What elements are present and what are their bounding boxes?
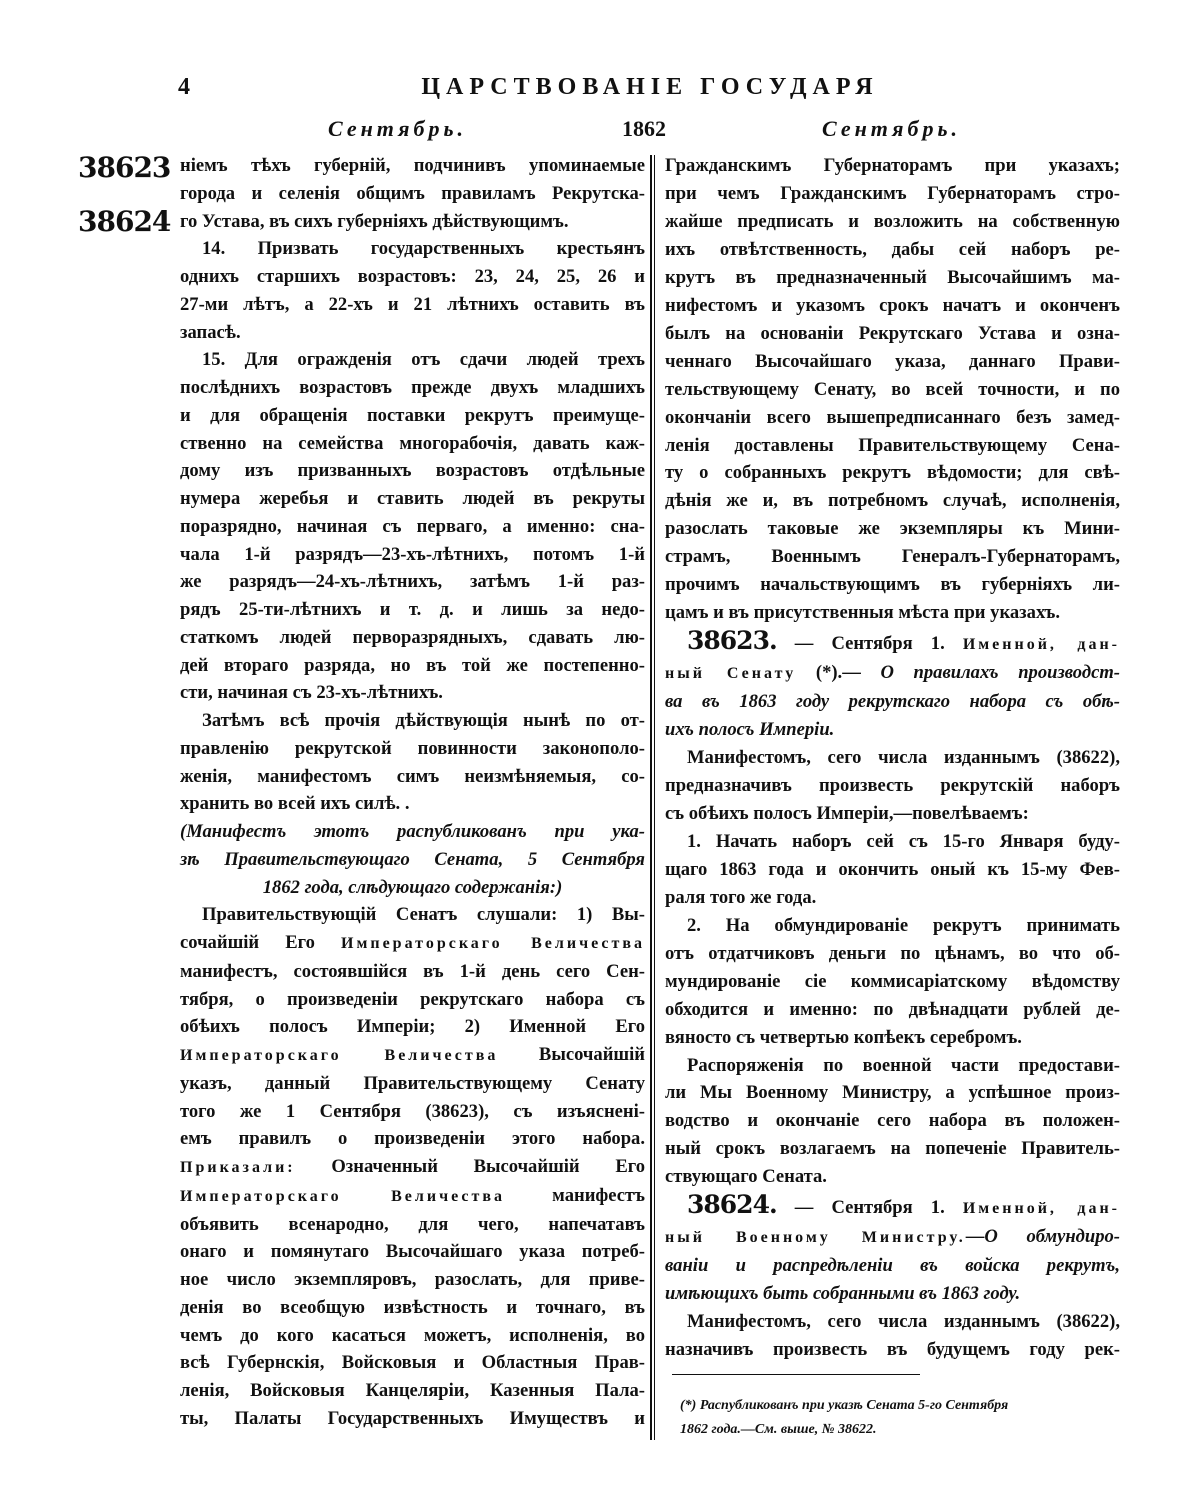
text-segment: Именной, дан- — [962, 636, 1120, 654]
text-segment: ствующаго Сената. — [665, 1166, 827, 1188]
text-segment: женія, манифестомъ симъ неизмѣняемыя, со- — [180, 765, 645, 787]
text-line — [180, 346, 645, 374]
text-segment: ный Военному Министру. — [665, 1229, 966, 1247]
text-line — [665, 459, 1120, 487]
text-line — [180, 763, 645, 791]
text-line — [180, 208, 645, 236]
footnote-line: 1862 года.—См. выше, № 38622. — [680, 1422, 877, 1437]
text-segment: ніемъ тѣхъ губерній, подчинивъ упоминаемые — [180, 155, 645, 176]
text-segment: Императорскаго Величества — [180, 1187, 506, 1205]
text-line — [665, 180, 1120, 208]
text-segment: рядъ 25-ти-лѣтнихъ и т. д. и лишь за недо- — [180, 599, 645, 620]
text-line — [180, 430, 645, 458]
text-line — [665, 571, 1120, 599]
text-line — [180, 263, 645, 291]
text-segment: вяносто съ четвертью копѣекъ серебромъ. — [665, 1026, 1022, 1048]
text-segment: тября, о произведеніи рекрутскаго набора съ — [180, 988, 645, 1010]
text-segment: раля того же года. — [665, 886, 817, 908]
text-segment: Именной, дан- — [962, 1200, 1120, 1218]
text-segment: и для обращенія поставки рекрутъ преимуще- — [180, 404, 645, 426]
text-segment: (Манифестъ этотъ распубликованъ при ука- — [180, 821, 645, 842]
text-line — [665, 348, 1120, 376]
text-segment: Означенный Высочайшій Его — [295, 1156, 645, 1177]
text-line — [180, 568, 645, 596]
text-line — [180, 790, 645, 818]
text-line — [665, 1308, 1120, 1336]
text-segment: — Сентября 1. — [776, 1197, 963, 1219]
text-line — [665, 515, 1120, 543]
text-segment: чемъ до кого касаться можетъ, исполненія, во — [180, 1324, 645, 1346]
margin-number: 38624 — [78, 205, 171, 238]
text-segment: (*).— — [796, 662, 881, 684]
text-line — [665, 1052, 1120, 1080]
text-segment: денія во всеобщую извѣстность и точнаго, въ — [180, 1296, 645, 1318]
text-segment: мундированіе сіе коммисаріатскому вѣдомству — [665, 970, 1120, 992]
text-line — [180, 846, 645, 874]
text-segment: жайше предписать и возложить на собственную — [665, 210, 1120, 232]
text-line — [665, 659, 1120, 688]
text-line — [665, 996, 1120, 1024]
text-segment: — — [965, 1226, 985, 1248]
text-segment: отъ отдатчиковъ деньги по цѣнамъ, во что об- — [665, 942, 1120, 964]
act-number: 38624. — [687, 1190, 777, 1220]
text-line — [665, 1079, 1120, 1107]
text-line — [180, 679, 645, 707]
text-line — [665, 800, 1120, 828]
text-segment: зѣ Правительствующаго Сената, 5 Сентября — [180, 848, 645, 870]
text-segment: ленія доставлены Правительствующему Сена- — [665, 434, 1120, 456]
text-segment: запасѣ. — [180, 321, 241, 343]
footnote-line: (*) Распубликованъ при указѣ Сената 5-го Сентября — [680, 1398, 1009, 1413]
text-line — [665, 1223, 1120, 1252]
text-line — [180, 513, 645, 541]
text-segment: дей втораго разряда, но въ той же постепенно- — [180, 654, 645, 676]
text-segment: предназначивъ произвесть рекрутскій наборъ — [665, 774, 1120, 796]
footnote — [680, 1394, 1120, 1442]
text-segment: Гражданскимъ Губернаторамъ при указахъ; — [665, 155, 1120, 176]
text-line — [665, 884, 1120, 912]
running-title: ЦАРСТВОВАНІЕ ГОСУДАРЯ — [421, 74, 879, 100]
text-line — [180, 485, 645, 513]
text-segment: же разрядъ—24-хъ-лѣтнихъ, затѣмъ 1-й раз- — [180, 571, 645, 593]
text-segment: нифестомъ и указомъ срокъ начатъ и оконченъ — [665, 294, 1120, 316]
text-line — [180, 929, 645, 958]
text-segment: дому изъ призванныхъ возрастовъ отдѣльные — [180, 460, 645, 482]
text-segment: Правительствующій Сенатъ слушали: 1) Вы- — [202, 904, 645, 926]
text-line — [665, 1135, 1120, 1163]
text-segment: ва въ 1863 году рекрутскаго набора съ обѣ- — [665, 691, 1120, 713]
text-segment: имѣющихъ быть собранными въ 1863 году. — [665, 1283, 1021, 1305]
text-line — [180, 1405, 645, 1433]
text-segment: обходится и именно: по двѣнадцати рублей де- — [665, 998, 1120, 1020]
text-line — [180, 986, 645, 1014]
text-segment: ихъ отвѣтственность, дабы сей наборъ ре- — [665, 238, 1120, 260]
text-line — [180, 1238, 645, 1266]
text-segment: указъ, данный Правительствующему Сенату — [180, 1072, 645, 1094]
text-line — [180, 707, 645, 735]
text-line — [180, 1182, 645, 1211]
text-line — [665, 1107, 1120, 1135]
text-line — [180, 1211, 645, 1239]
text-segment: обѣихъ полосъ Имперіи; 2) Именной Его — [180, 1016, 645, 1038]
text-line — [665, 404, 1120, 432]
text-segment: съ обѣихъ полосъ Имперіи,—повелѣваемъ: — [665, 802, 1029, 824]
text-segment: ственно на семейства многорабочія, давать каж- — [180, 432, 645, 454]
text-line — [180, 1098, 645, 1126]
text-line — [180, 1294, 645, 1322]
text-line — [180, 402, 645, 430]
right-column — [665, 152, 1120, 1364]
text-line — [180, 624, 645, 652]
text-segment: го Устава, въ сихъ губерніяхъ дѣйствующимъ. — [180, 210, 569, 232]
text-segment: Распоряженія по военной части предостави- — [687, 1054, 1120, 1076]
text-line — [665, 152, 1120, 180]
text-line — [180, 1266, 645, 1294]
text-line — [180, 319, 645, 347]
text-segment: тельствующему Сенату, во всей точности, и по — [665, 378, 1120, 400]
text-line — [180, 1041, 645, 1070]
text-segment: ный срокъ возлагаемъ на попеченіе Правитель- — [665, 1138, 1120, 1160]
text-segment: всѣ Губернскія, Войсковыя и Областныя Прав- — [180, 1352, 645, 1374]
text-segment: былъ на основаніи Рекрутскаго Устава и озна- — [665, 322, 1120, 344]
text-line — [180, 735, 645, 763]
text-line — [665, 487, 1120, 515]
left-column — [180, 152, 645, 1433]
text-segment: 2. На обмундированіе рекрутъ принимать — [687, 914, 1120, 936]
text-line — [665, 1163, 1120, 1191]
text-segment: нумера жеребья и ставить людей въ рекруты — [180, 488, 645, 509]
text-line — [665, 912, 1120, 940]
text-segment: того же 1 Сентября (38623), съ изъясненi- — [180, 1100, 645, 1122]
text-line — [665, 716, 1120, 744]
text-line — [665, 688, 1120, 716]
text-line — [180, 457, 645, 485]
text-segment: ный Сенату — [665, 665, 797, 683]
text-line — [180, 1125, 645, 1153]
text-line — [180, 541, 645, 569]
text-line — [665, 1252, 1120, 1280]
text-line — [180, 596, 645, 624]
text-line — [665, 432, 1120, 460]
text-line — [665, 1336, 1120, 1364]
text-segment: поразрядно, начиная съ перваго, а именно: сна- — [180, 515, 645, 537]
text-line — [180, 1322, 645, 1350]
text-segment: хранить во всей ихъ силѣ. . — [180, 793, 410, 815]
text-segment: ты, Палаты Государственныхъ Имуществъ и — [180, 1407, 645, 1429]
text-segment: — Сентября 1. — [776, 633, 963, 655]
text-line — [665, 940, 1120, 968]
text-segment: 27-ми лѣтъ, а 22-хъ и 21 лѣтнихъ оставить въ — [180, 293, 645, 315]
text-segment: дѣнія же и, въ потребномъ случаѣ, исполненія, — [665, 490, 1120, 512]
text-segment: разослать таковые же экземпляры къ Мини- — [665, 518, 1120, 540]
text-line — [180, 291, 645, 319]
text-line — [180, 958, 645, 986]
text-segment: ленія, Войсковыя Канцеляріи, Казенныя Пала- — [180, 1380, 645, 1401]
text-segment: 15. Для огражденія отъ сдачи людей трехъ — [202, 349, 645, 371]
text-line — [180, 235, 645, 263]
text-segment: страмъ, Военнымъ Генералъ-Губернаторамъ, — [665, 546, 1120, 568]
text-line — [180, 1013, 645, 1041]
text-segment: прочимъ начальствующимъ въ губерніяхъ ли- — [665, 574, 1120, 596]
text-line — [665, 1191, 1120, 1223]
text-line — [180, 901, 645, 929]
text-line — [180, 874, 645, 902]
text-line — [665, 968, 1120, 996]
text-line — [665, 599, 1120, 627]
text-segment: ли Мы Военному Министру, а успѣшное произ- — [665, 1082, 1120, 1104]
text-segment: ченнаго Высочайшаго указа, даннаго Прави- — [665, 350, 1120, 372]
text-line — [665, 828, 1120, 856]
text-segment: Императорскаго Величества — [341, 935, 645, 952]
page-number: 4 — [178, 74, 190, 100]
margin-number: 38623 — [78, 151, 171, 184]
text-line — [180, 652, 645, 680]
text-segment: чала 1-й разрядъ—23-хъ-лѣтнихъ, потомъ 1-й — [180, 543, 645, 565]
text-segment: назначивъ произвесть въ будущемъ году рек- — [665, 1339, 1120, 1361]
text-segment: сочайшій Его — [180, 932, 342, 953]
text-segment: сти, начиная съ 23-хъ-лѣтнихъ. — [180, 682, 443, 704]
text-segment: при чемъ Гражданскимъ Губернаторамъ стро- — [665, 182, 1120, 204]
text-segment: правленію рекрутской повинности законополо- — [180, 737, 645, 759]
text-line — [665, 1280, 1120, 1308]
text-segment: послѣднихъ возрастовъ прежде двухъ младшихъ — [180, 377, 645, 398]
text-segment: однихъ старшихъ возрастовъ: 23, 24, 25, 26 и — [180, 266, 645, 287]
text-segment: ваніи и распредѣленіи въ войска рекрутъ, — [665, 1255, 1120, 1277]
text-segment: 14. Призвать государственныхъ крестьянъ — [202, 238, 645, 260]
text-segment: Манифестомъ, сего числа изданнымъ (38622), — [687, 1311, 1120, 1333]
text-line — [180, 152, 645, 180]
text-line — [665, 627, 1120, 659]
text-segment: О обмундиро- — [984, 1226, 1121, 1248]
text-segment: онаго и помянутаго Высочайшаго указа потреб- — [180, 1241, 645, 1263]
text-line — [665, 264, 1120, 292]
text-line — [665, 292, 1120, 320]
text-segment: цамъ и въ присутственныя мѣста при указахъ. — [665, 602, 1061, 624]
month-right: Сентябрь. — [822, 116, 962, 141]
text-segment: окончаніи всего вышепредписаннаго безъ замед- — [665, 406, 1120, 428]
text-line — [665, 1024, 1120, 1052]
text-segment: объявить всенародно, для чего, напечатавъ — [180, 1213, 645, 1235]
act-number: 38623. — [687, 626, 777, 656]
text-line — [180, 1349, 645, 1377]
text-line — [180, 1153, 645, 1182]
text-line — [665, 772, 1120, 800]
text-segment: водство и окончаніе сего набора въ положен- — [665, 1110, 1120, 1132]
text-segment: ное число экземпляровъ, разослать, для приве- — [180, 1269, 645, 1290]
text-line — [665, 320, 1120, 348]
text-line — [665, 376, 1120, 404]
text-line — [665, 208, 1120, 236]
text-segment: 1. Начать наборъ сей съ 15-го Января буду- — [687, 830, 1120, 852]
text-segment: статкомъ людей перворазрядныхъ, сдавать лю- — [180, 626, 645, 648]
text-segment: манифестъ — [505, 1184, 646, 1206]
text-segment: города и селенія общимъ правиламъ Рекрутска- — [180, 182, 645, 204]
month-left: Сентябрь. — [328, 116, 468, 141]
text-segment: ихъ полосъ Имперіи. — [665, 719, 835, 741]
text-line — [180, 374, 645, 402]
footnote-rule — [672, 1374, 920, 1375]
text-line — [665, 543, 1120, 571]
column-divider — [650, 155, 655, 1440]
text-segment: 1862 года, слѣдующаго содержанія:) — [262, 876, 563, 898]
text-segment: Манифестомъ, сего числа изданнымъ (38622), — [687, 747, 1120, 769]
text-segment: крутъ въ предназначенный Высочайшимъ ма- — [665, 266, 1120, 288]
text-line — [180, 180, 645, 208]
text-line — [665, 236, 1120, 264]
text-segment: Императорскаго Величества — [180, 1047, 499, 1064]
text-segment: Затѣмъ всѣ прочія дѣйствующія нынѣ по от- — [202, 710, 645, 731]
text-line — [180, 1377, 645, 1405]
text-segment: Высочайшій — [498, 1044, 645, 1065]
text-segment: Приказали: — [180, 1159, 296, 1176]
text-line — [665, 856, 1120, 884]
text-segment: манифестъ, состоявшійся въ 1-й день сего Сен- — [180, 960, 645, 982]
text-line — [180, 818, 645, 846]
text-segment: О правилахъ производст- — [880, 662, 1120, 684]
year: 1862 — [622, 116, 666, 141]
text-segment: емъ правилъ о произведеніи этого набора. — [180, 1128, 645, 1150]
text-segment: щаго 1863 года и окончить оный къ 15-му Фев- — [665, 858, 1120, 880]
text-line — [180, 1070, 645, 1098]
text-segment: ту о собранныхъ рекрутъ вѣдомости; для свѣ- — [665, 462, 1120, 484]
text-line — [665, 744, 1120, 772]
